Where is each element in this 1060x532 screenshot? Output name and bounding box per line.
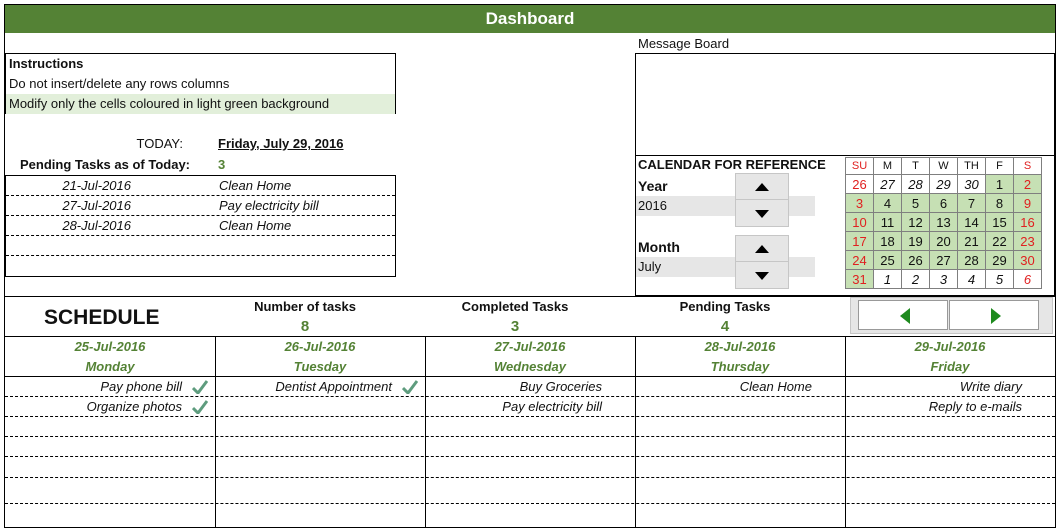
calendar-date-cell: 2: [1014, 175, 1042, 194]
calendar-date-cell: 9: [1014, 194, 1042, 213]
calendar-date-cell: 28: [958, 251, 986, 270]
triangle-down-icon: [755, 272, 769, 280]
calendar-date-cell: 29: [930, 175, 958, 194]
calendar-date-cell: 27: [874, 175, 902, 194]
calendar-date-cell: 8: [986, 194, 1014, 213]
pending-row-date[interactable]: 21-Jul-2016: [62, 178, 131, 193]
calendar-date-cell: 14: [958, 213, 986, 232]
pending-row-task[interactable]: Clean Home: [219, 178, 292, 193]
task-item[interactable]: Organize photos: [86, 399, 182, 414]
month-spinner[interactable]: [735, 235, 789, 289]
calendar-date-cell: 13: [930, 213, 958, 232]
message-board-label: Message Board: [638, 36, 730, 51]
instructions-line-1: Do not insert/delete any rows columns: [9, 76, 230, 91]
calendar-date-cell: 29: [986, 251, 1014, 270]
day-date-friday: 29-Jul-2016: [914, 339, 986, 354]
calendar-day-header: F: [986, 158, 1014, 175]
calendar-date-cell: 1: [874, 270, 902, 289]
day-name-friday: Friday: [930, 359, 970, 374]
day-date-monday: 25-Jul-2016: [74, 339, 146, 354]
calendar-heading: CALENDAR FOR REFERENCE: [638, 157, 826, 172]
stat-label-total: Number of tasks: [254, 299, 356, 314]
calendar-date-cell: 25: [874, 251, 902, 270]
calendar-date-cell: 31: [846, 270, 874, 289]
stat-value-pending: 4: [720, 318, 730, 335]
calendar-date-cell: 21: [958, 232, 986, 251]
triangle-up-icon: [755, 245, 769, 253]
calendar-date-cell: 12: [902, 213, 930, 232]
task-item[interactable]: Pay phone bill: [100, 379, 182, 394]
day-date-tuesday: 26-Jul-2016: [284, 339, 356, 354]
calendar-date-cell: 30: [1014, 251, 1042, 270]
calendar-date-cell: 4: [874, 194, 902, 213]
year-up-button[interactable]: [736, 174, 788, 200]
calendar-date-cell: 15: [986, 213, 1014, 232]
calendar-date-cell: 27: [930, 251, 958, 270]
dashboard-title: Dashboard: [5, 5, 1055, 33]
day-name-monday: Monday: [85, 359, 135, 374]
check-icon: [402, 380, 418, 394]
task-item[interactable]: Pay electricity bill: [502, 399, 602, 414]
today-value: Friday, July 29, 2016: [218, 136, 344, 151]
month-down-button[interactable]: [736, 262, 788, 288]
arrow-right-icon: [991, 308, 1001, 324]
task-item[interactable]: Buy Groceries: [519, 379, 602, 394]
today-label: TODAY:: [136, 136, 183, 151]
pending-tasks-list: [5, 175, 396, 277]
calendar-date-cell: 3: [930, 270, 958, 289]
day-date-wednesday: 27-Jul-2016: [494, 339, 566, 354]
calendar-day-header: TH: [958, 158, 986, 175]
week-nav: [850, 297, 1053, 334]
pending-row-task[interactable]: Pay electricity bill: [219, 198, 319, 213]
calendar-date-cell: 3: [846, 194, 874, 213]
calendar-date-cell: 2: [902, 270, 930, 289]
calendar-date-cell: 5: [986, 270, 1014, 289]
calendar-date-cell: 1: [986, 175, 1014, 194]
calendar-date-cell: 10: [846, 213, 874, 232]
calendar-date-cell: 26: [846, 175, 874, 194]
calendar-date-cell: 18: [874, 232, 902, 251]
task-item[interactable]: Clean Home: [739, 379, 812, 394]
pending-row-date[interactable]: 27-Jul-2016: [62, 198, 131, 213]
year-field[interactable]: 2016: [636, 196, 815, 216]
calendar-date-cell: 16: [1014, 213, 1042, 232]
task-item[interactable]: Reply to e-mails: [928, 399, 1022, 414]
calendar-day-header: M: [874, 158, 902, 175]
year-label: Year: [638, 178, 668, 194]
pending-row-task[interactable]: Clean Home: [219, 218, 292, 233]
calendar-date-cell: 24: [846, 251, 874, 270]
schedule-title: SCHEDULE: [44, 306, 160, 329]
task-item[interactable]: Write diary: [959, 379, 1022, 394]
calendar-date-cell: 6: [930, 194, 958, 213]
day-name-thursday: Thursday: [710, 359, 770, 374]
calendar-date-cell: 11: [874, 213, 902, 232]
stat-value-total: 8: [300, 318, 310, 335]
pending-today-label: Pending Tasks as of Today:: [20, 157, 190, 172]
previous-week-button[interactable]: [858, 300, 948, 330]
calendar-date-cell: 20: [930, 232, 958, 251]
calendar-date-cell: 4: [958, 270, 986, 289]
calendar-date-cell: 28: [902, 175, 930, 194]
triangle-up-icon: [755, 183, 769, 191]
mini-calendar: [845, 157, 1042, 289]
day-name-wednesday: Wednesday: [493, 359, 566, 374]
calendar-date-cell: 23: [1014, 232, 1042, 251]
instructions-line-2: Modify only the cells coloured in light green background: [6, 94, 395, 114]
arrow-left-icon: [900, 308, 910, 324]
calendar-date-cell: 7: [958, 194, 986, 213]
month-label: Month: [638, 239, 680, 255]
year-spinner[interactable]: [735, 173, 789, 227]
task-item[interactable]: Dentist Appointment: [275, 379, 392, 394]
check-icon: [192, 400, 208, 414]
calendar-day-header: S: [1014, 158, 1042, 175]
calendar-date-cell: 17: [846, 232, 874, 251]
day-date-thursday: 28-Jul-2016: [704, 339, 776, 354]
stat-value-completed: 3: [510, 318, 520, 335]
calendar-date-cell: 5: [902, 194, 930, 213]
year-down-button[interactable]: [736, 200, 788, 226]
stat-label-completed: Completed Tasks: [461, 299, 569, 314]
calendar-date-cell: 30: [958, 175, 986, 194]
stat-label-pending: Pending Tasks: [679, 299, 771, 314]
calendar-date-cell: 26: [902, 251, 930, 270]
triangle-down-icon: [755, 210, 769, 218]
pending-today-count: 3: [218, 157, 226, 172]
calendar-date-cell: 19: [902, 232, 930, 251]
calendar-date-cell: 6: [1014, 270, 1042, 289]
instructions-box: [5, 53, 396, 114]
pending-row-date[interactable]: 28-Jul-2016: [62, 218, 131, 233]
instructions-heading: Instructions: [9, 56, 84, 71]
day-name-tuesday: Tuesday: [293, 359, 347, 374]
month-up-button[interactable]: [736, 236, 788, 262]
month-field[interactable]: July: [636, 257, 815, 277]
calendar-date-cell: 22: [986, 232, 1014, 251]
check-icon: [192, 380, 208, 394]
calendar-day-header: W: [930, 158, 958, 175]
calendar-day-header: T: [902, 158, 930, 175]
calendar-day-header: SU: [846, 158, 874, 175]
next-week-button[interactable]: [949, 300, 1039, 330]
